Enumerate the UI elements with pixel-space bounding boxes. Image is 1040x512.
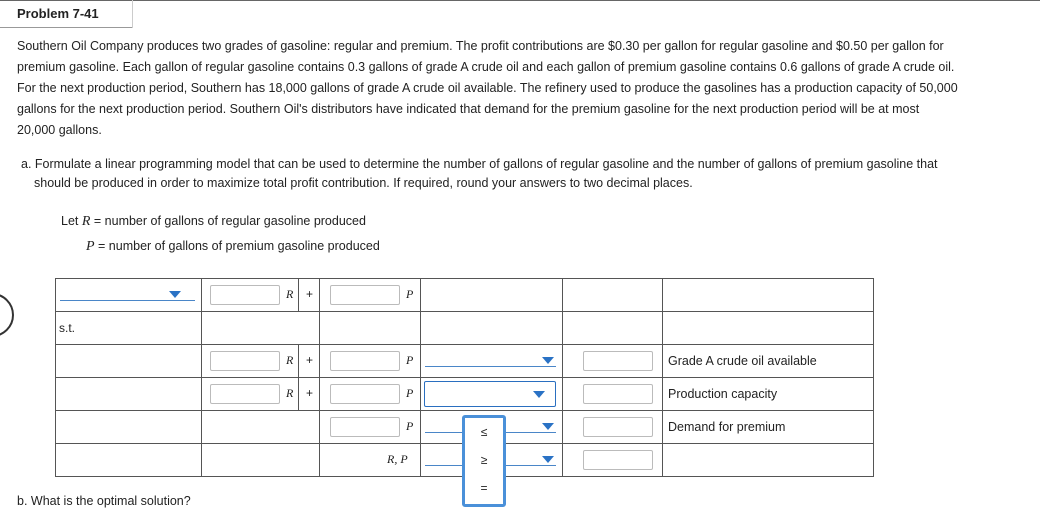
- dropdown-underline: [60, 300, 195, 301]
- definition-p: [86, 239, 380, 255]
- nonneg-label-cell: [320, 444, 421, 477]
- capacity-r-coef-input[interactable]: [210, 384, 280, 404]
- rhs-cell: [563, 378, 663, 411]
- crude-p-coef-input[interactable]: [330, 351, 400, 371]
- problem-title: Problem 7-41: [17, 6, 99, 21]
- r-coef-cell: [202, 378, 320, 411]
- empty-cell: [56, 411, 202, 444]
- dropdown-underline: [425, 366, 556, 367]
- p-coef-cell: [320, 411, 421, 444]
- var-r-label: R: [286, 386, 294, 400]
- var-p-label: P: [406, 287, 414, 301]
- var-r-label: R: [286, 287, 294, 301]
- constraint-label: Production capacity: [668, 387, 778, 401]
- crude-rhs-input[interactable]: [583, 351, 653, 371]
- cell-divider: [298, 345, 299, 377]
- r-coef-cell: [202, 279, 320, 312]
- description-line: gallons for the next production period. Southern Oil's distributors have indicated that demand for the premium gasoline for the next production period will be at most: [17, 102, 920, 116]
- var-r-label: R: [81, 214, 91, 229]
- constraint-row-crude: [56, 345, 874, 378]
- empty-cell: [56, 378, 202, 411]
- p-coef-cell: [320, 378, 421, 411]
- empty-cell: [563, 279, 663, 312]
- empty-cell: [202, 411, 320, 444]
- menu-option-eq[interactable]: =: [480, 481, 488, 495]
- plus-sign: +: [306, 353, 314, 367]
- plus-sign: +: [306, 287, 314, 301]
- description-line: premium gasoline. Each gallon of regular gasoline contains 0.3 gallons of grade A crude oil and each gallon of premium gasoline contains 0.6 gallons of grade A crude oil.: [17, 60, 955, 74]
- empty-cell: [56, 444, 202, 477]
- objective-row: [56, 279, 874, 312]
- empty-cell: [421, 312, 563, 345]
- st-row: [56, 312, 874, 345]
- var-p-label: P: [406, 353, 414, 367]
- empty-cell: [421, 279, 563, 312]
- empty-cell: [663, 312, 874, 345]
- rhs-cell: [563, 345, 663, 378]
- label-cell: [663, 378, 874, 411]
- var-r-label: R: [286, 353, 294, 367]
- label-cell: [663, 411, 874, 444]
- menu-option-ge[interactable]: ≥: [480, 453, 488, 467]
- top-border: [0, 0, 1040, 1]
- title-underline: [0, 27, 132, 28]
- problem-description: [17, 36, 1040, 141]
- description-line: For the next production period, Southern has 18,000 gallons of grade A crude oil available. The refinery used to produce the gasolines has a production capacity of 50,000: [17, 81, 958, 95]
- constraint-label: Demand for premium: [668, 420, 786, 434]
- objective-p-coef-input[interactable]: [330, 285, 400, 305]
- caret-down-icon: [542, 357, 554, 364]
- constraint-label: Grade A crude oil available: [668, 354, 817, 368]
- part-a-question: [21, 155, 938, 193]
- var-p-label: P: [406, 386, 414, 400]
- nonneg-vars-label: R, P: [387, 452, 408, 466]
- capacity-operator-dropdown[interactable]: [421, 378, 563, 411]
- empty-cell: [663, 444, 874, 477]
- st-cell: [56, 312, 202, 345]
- var-p-label: P: [86, 239, 95, 254]
- empty-cell: [202, 444, 320, 477]
- p-coef-cell: [320, 279, 421, 312]
- rhs-cell: [563, 444, 663, 477]
- definition-r-text: = number of gallons of regular gasoline produced: [90, 214, 366, 228]
- empty-cell: [563, 312, 663, 345]
- r-coef-cell: [202, 345, 320, 378]
- part-b-question: b. What is the optimal solution?: [17, 494, 191, 508]
- objective-type-dropdown[interactable]: [56, 279, 202, 312]
- definition-p-text: = number of gallons of premium gasoline produced: [94, 239, 380, 253]
- demand-rhs-input[interactable]: [583, 417, 653, 437]
- part-a-line2: should be produced in order to maximize total profit contribution. If required, round your answers to two decimal places.: [34, 176, 693, 190]
- st-label: s.t.: [59, 321, 76, 335]
- crude-r-coef-input[interactable]: [210, 351, 280, 371]
- let-text: Let: [61, 214, 82, 228]
- label-cell: [663, 345, 874, 378]
- cell-divider: [298, 378, 299, 410]
- caret-down-icon: [542, 423, 554, 430]
- caret-down-icon: [169, 291, 181, 298]
- var-p-label: P: [406, 419, 414, 433]
- empty-cell: [320, 312, 421, 345]
- demand-p-coef-input[interactable]: [330, 417, 400, 437]
- caret-down-icon: [533, 391, 545, 398]
- capacity-rhs-input[interactable]: [583, 384, 653, 404]
- empty-cell: [202, 312, 320, 345]
- crude-operator-dropdown[interactable]: [421, 345, 563, 378]
- description-line: Southern Oil Company produces two grades of gasoline: regular and premium. The profit contributions are $0.30 per gallon for regular gasoline and $0.50 per gallon for: [17, 39, 944, 53]
- empty-cell: [56, 345, 202, 378]
- caret-down-icon: [542, 456, 554, 463]
- menu-option-le[interactable]: ≤: [480, 425, 488, 439]
- part-a-line1: a. Formulate a linear programming model that can be used to determine the number of gallons of regular gasoline and the number of gallons of premium gasoline that: [21, 157, 938, 171]
- title-divider: [132, 0, 133, 28]
- nonneg-rhs-input[interactable]: [583, 450, 653, 470]
- cell-divider: [298, 279, 299, 311]
- objective-r-coef-input[interactable]: [210, 285, 280, 305]
- dropdown-focus-box[interactable]: [424, 381, 556, 407]
- description-line: 20,000 gallons.: [17, 123, 102, 137]
- rhs-cell: [563, 411, 663, 444]
- definition-r: [61, 214, 366, 230]
- p-coef-cell: [320, 345, 421, 378]
- capacity-p-coef-input[interactable]: [330, 384, 400, 404]
- constraint-row-capacity: [56, 378, 874, 411]
- empty-cell: [663, 279, 874, 312]
- partial-circle-icon: [0, 293, 14, 337]
- operator-options-menu: [462, 415, 506, 507]
- plus-sign: +: [306, 386, 314, 400]
